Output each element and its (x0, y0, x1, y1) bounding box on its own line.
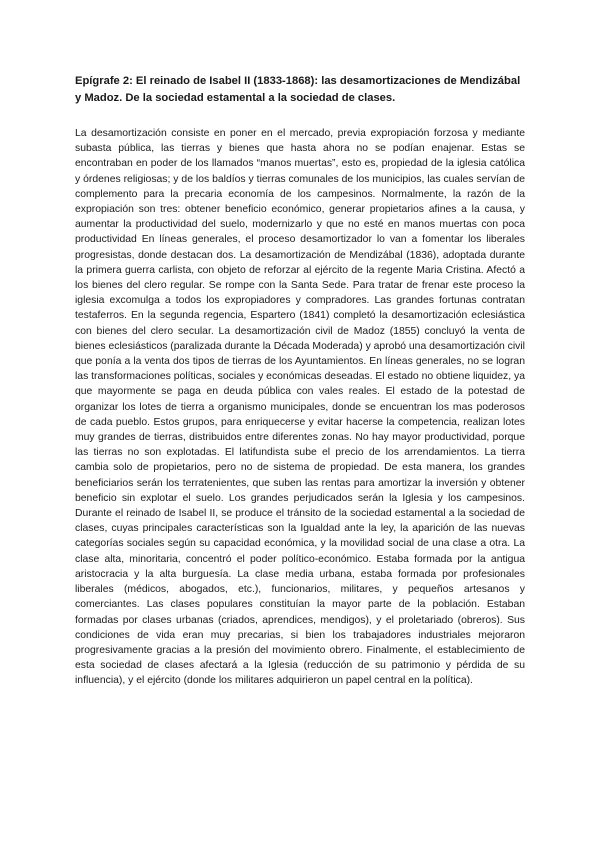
document-content (75, 73, 525, 689)
document-title: Epígrafe 2: El reinado de Isabel II (1833-1868): las desamortizaciones de Mendizábal y Madoz. De la sociedad estamental a la sociedad de clases. (75, 75, 521, 104)
document-body-paragraph: La desamortización consiste en poner en el mercado, previa expropiación forzosa y mediante subasta pública, las tierras y bienes que hasta ahora no se podían enajenar. Estas se encontraban en poder de los llamados “manos muertas”, esto es, propiedad de la iglesia católica y órdenes religiosas; y de los baldíos y tierras comunales de los municipios, las cuales servían de complemento para la precaria economía de los campesinos. Normalmente, la razón de la expropiación son tres: obtener beneficio económico, generar propietarios afines a la causa, y aumentar la productividad del suelo, modernizarlo y que no esté en manos muertas con poca productividad En líneas generales, el proceso desamortizador lo van a fomentar los liberales progresistas, donde destacan dos. La desamortización de Mendizábal (1836), adoptada durante la primera guerra carlista, con objeto de reforzar al ejército de la regente Maria Cristina. Afectó a los bienes del clero regular. Se rompe con la Santa Sede. Para tratar de frenar este proceso la iglesia excomulga a todos los expropiadores y compradores. Las grandes fortunas contratan testaferros. En la segunda regencia, Espartero (1841) completó la desamortización eclesiástica con bienes del clero secular. La desamortización civil de Madoz (1855) concluyó la venta de bienes eclesiásticos (paralizada durante la Década Moderada) y aprobó una desamortización civil que ponía a la venta dos tipos de tierras de los Ayuntamientos. En líneas generales, no se logran las transformaciones políticas, sociales y económicas deseadas. El estado no obtiene liquidez, ya que mayormente se paga en deuda pública con vales reales. El estado de la potestad de organizar los lotes de tierra a organismo municipales, donde se encuentran los mas poderosos de cada pueblo. Estos grupos, para enriquecerse y evitar hacerse la competencia, realizan lotes muy grandes de tierras, distribuidos entre diferentes zonas. No hay mayor productividad, porque las tierras no son explotadas. El latifundista sube el precio de los arrendamientos. La tierra cambia solo de propietarios, pero no de sistema de propiedad. De esta manera, los grandes beneficiarios serán los terratenientes, que suben las rentas para amortizar la inversión y obtener beneficio sin explotar el suelo. Los grandes perjudicados serán la Iglesia y los campesinos. Durante el reinado de Isabel II, se produce el tránsito de la sociedad estamental a la sociedad de clases, cuyas principales características son la Igualdad ante la ley, la aparición de las nuevas categorías sociales según su capacidad económica, y la movilidad social de una clase a otra. La clase alta, minoritaria, concentró el poder político-económico. Estaba formada por la antigua aristocracia y la alta burguesía. La clase media urbana, estaba formada por profesionales liberales (médicos, abogados, etc.), funcionarios, militares, y pequeños artesanos y comerciantes. Las clases populares constituían la mayor parte de la población. Estaban formadas por clases urbanas (criados, aprendices, mendigos), y el proletariado (obreros). Sus condiciones de vida eran muy precarias, si bien los trabajadores industriales mejoraron progresivamente gracias a la presión del movimiento obrero. Finalmente, el establecimiento de esta sociedad de clases afectará a la Iglesia (reducción de su patrimonio y pérdida de su influencia), y el ejército (donde los militares adquirieron un papel central en la política). (75, 128, 525, 687)
